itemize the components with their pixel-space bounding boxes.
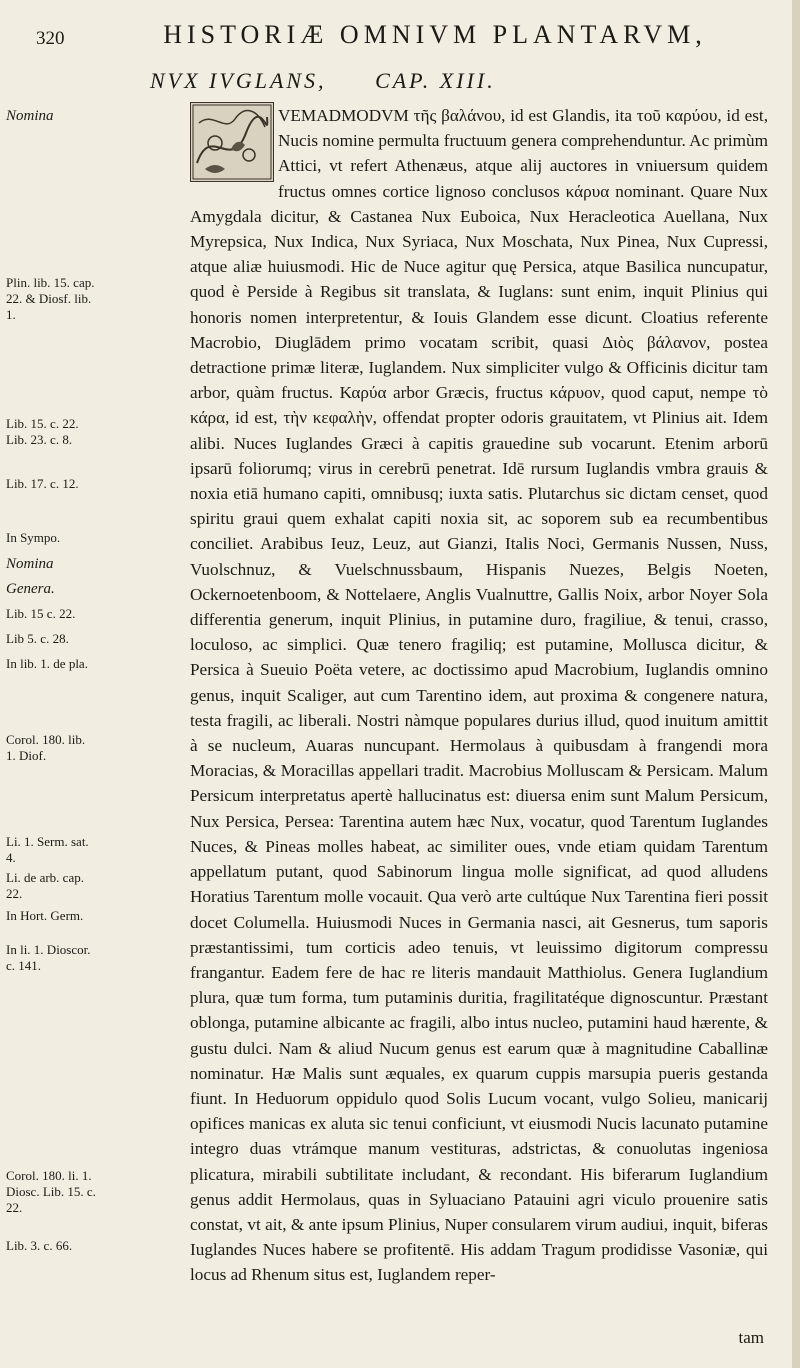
margin-note: Lib. 17. c. 12. <box>6 476 79 491</box>
body-paragraph: VEMADMODVM τῆς βαλάνου, id est Glandis, ita τοῦ καρύου, id est, Nucis nomine permulta fructuum genera comprehenduntur. Ac primùm Attici, vt refert Athenæus, atque alij auctores in vniuersum quidem fructus omnes cortice lignoso conclusos κάρυα nominant. Quare Nux Amygdala dicitur, & Castanea Nux Euboica, Nux Heracleotica Auellana, Nux Myrepsica, Nux Indica, Nux Syriaca, Nux Moschata, Nux Pinea, Nux Cupressi, atque aliæ huiusmodi. Hic de Nuce agitur quę Persica, atque Basilica nuncupatur, quod è Perside à Regibus sit translata, & Iuglans: sunt enim, inquit Plinius qui honoris nomen interpretentur, & Iouis Glandem esse dicunt. Cloatius referente Macrobio, Diuglādem primo vocatam scribit, quasi Διὸς βάλανον, postea detractione primæ literæ, Iuglandem. Nux simpliciter vulgo & Officinis dicitur tam arbor, quàm fructus. Καρύα arbor Græcis, fructus κάρυον, quod caput, nempe τὸ κάρα, id est, τὴν κεφαλὴν, offendat propter odoris grauitatem, vt Plinius ait. Idem alibi. Nuces Iuglandes Græci à capitis grauedine sub vocarunt. Etenim arborū ipsarū foliorumq; virus in cerebrū penetrat. Idē rursum Iuglandis vmbra grauis & noxia etiā humano capiti, omnibusq; iuxta satis. Plutarchus sic dictam censet, quod spiritu graui quem exhalat capiti noxia sit, ac soporem sub ea recumbentibus conciliet. Arabibus Ieuz, Leuz, aut Gianzi, Italis Noci, Germanis Nussen, Nuss, Vuolschnuz, & Vuelschnussbaum, Hispanis Nuezes, Belgis Noeten, Ockernoetenboom, & Nottelaere, Anglis Vualnuttre, Gallis Noix, arbor Noyer Sola differentia generum, inquit Plinius, in putamine duro, fragiliue, & tenui, crasso, loculoso, ac simplici. Quæ tenero fragiliq; est putamine, Mollusca dicitur, & Persica à Sueuio Poëta vetere, ac doctissimo apud Macrobium, Iuglandis omnino genus, inquit Scaliger, aut cum Tarentino idem, aut proxima & congenere natura, testa fragili, ac liberali. Nostri nàmque populares durius illud, quod inuitum amittit à se nucleum, Auaras nuncupant. Hermolaus à quibusdam à frangendi mora Moracias, & Moracillas appellari tradit. Macrobius Molluscam & Persicam. Malum Persicum interpretatus apertè hallucinatus est: diuersa enim sunt Malum Persicum, Nux Persica, Persea: Tarentina autem hæc Nux, vocatur, quod Tarentum Iuglandes Nuces, & Pineas molles habeat, ac similiter oues, vnde etiam quidam Tarentum appellatum putant, quod Sabinorum lingua molle significat, ad quod alludens Horatius Tarentum molle vocauit. Qua verò arte cultúque Nux Tarentina fieri possit docet Columella. Huiusmodi Nuces in Germania nasci, ait Gesnerus, tum saporis præstantissimi, tum corticis adeo tenuis, vt leuissimo digitorum compressu frangantur. Eadem fere de hac re literis mandauit Matthiolus. Genera Iuglandium plura, quæ tum forma, tum putaminis duritia, fragilitatéque dignoscuntur. Præstant oblonga, putamine albicante ac fragili, albo intus nucleo, putamini haud hærente, & gustu dulci. Nam & aliud Nucum genus est earum quæ à magnitudine Caballinæ nominatur. Hæ Malis sunt æquales, ex quarum cuppis marsupia pueris gestanda fiunt. In Heduorum oppidulo quod Solis Lucum vocant, vulgo Solieu, manicarij opifices manicas ex aluta sic tenui conficiunt, vt eiusmodi Nucis lacunato putamine integro duas vtrámque manum vestituras, adstrictas, & conuolutas ingeniosa plicatura, mirabili subtilitate includant, & recondant. His biferarum Iuglandium genus addit Hermolaus, quas in Syluaciano Patauini agri viculo prouenire satis constat, vt ait, & ante ipsum Plinius, Nuper consularem virum audiui, inquit, biferas Iuglandes Nuces habere se profitentē. His addam Tragum prodidisse Vasoniæ, qui locus ad Rhenum situs est, Iuglandem reper- <box>190 106 768 1285</box>
page-number: 320 <box>36 28 65 49</box>
chapter-subtitle <box>150 68 710 94</box>
chapter-name: NVX IVGLANS, <box>150 68 327 93</box>
margin-note: Plin. lib. 15. cap. 22. & Diosf. lib. 1. <box>6 275 95 322</box>
catchword: tam <box>738 1328 764 1347</box>
margin-note: Corol. 180. lib. 1. Diof. <box>6 732 86 763</box>
chapter-number: CAP. XIII. <box>375 68 496 93</box>
margin-note: Corol. 180. li. 1. Diosc. Lib. 15. c. 22. <box>6 1168 96 1215</box>
margin-note: In li. 1. Dioscor. c. 141. <box>6 942 91 973</box>
page-edge <box>792 0 800 1368</box>
margin-note: Lib. 15 c. 22. <box>6 606 76 621</box>
margin-note: Lib. 15. c. 22. Lib. 23. c. 8. <box>6 416 79 447</box>
running-head: HISTORIÆ OMNIVM PLANTARVM, <box>163 20 707 49</box>
main-text <box>190 103 768 1288</box>
margin-note: In lib. 1. de pla. <box>6 656 88 671</box>
margin-note: In Hort. Germ. <box>6 908 84 923</box>
margin-note: Lib 5. c. 28. <box>6 631 69 646</box>
margin-note: Li. de arb. cap. 22. <box>6 870 84 901</box>
margin-note: Li. 1. Serm. sat. 4. <box>6 834 89 865</box>
margin-note: Genera. <box>6 581 55 597</box>
margin-note: In Sympo. <box>6 530 61 545</box>
margin-note: Nomina <box>6 556 54 572</box>
margin-note: Lib. 3. c. 66. <box>6 1238 73 1253</box>
margin-note: Nomina <box>6 108 54 124</box>
